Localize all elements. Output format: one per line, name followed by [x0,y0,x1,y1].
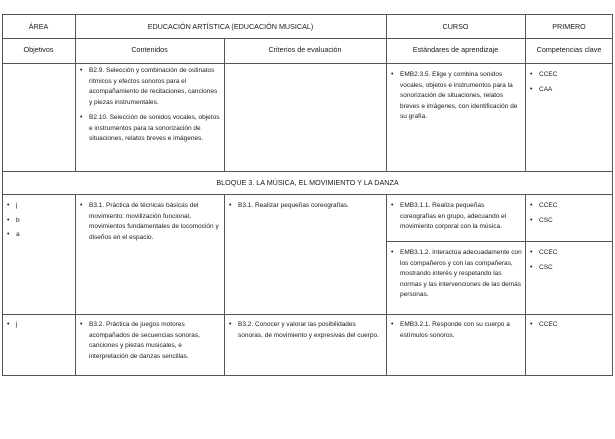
rule [224,38,225,171]
list-item: • B3.2. Práctica de juegos motores acompañados de secuencias sonoras, canciones y piezas musicales, e interpretación de danzas sencillas. [80,320,220,362]
curriculum-table [2,14,613,376]
list-item: • B3.1. Realizar pequeñas coreografías. [229,201,382,212]
list-item: • EMB3.2.1. Responde con su cuerpo a estímulos sonoros. [391,320,522,341]
list-item: • B2.9. Selección y combinación de ostinatos rítmicos y efectos sonoros para el acompañamiento de recitaciones, canciones y piezas instrumentales. [80,66,220,108]
competences-cell [530,320,610,336]
rule [224,194,225,375]
standards-cell [391,248,522,306]
column-header-contents: Contenidos [131,45,168,54]
list-item: • j [7,201,71,212]
rule [2,14,613,15]
rule [386,241,613,242]
course-label: CURSO [442,22,469,31]
list-item: • B3.2. Conocer y valorar las posibilidades sonoras, de movimiento y expresivas del cuerpo. [229,320,382,341]
criteria-cell [229,320,382,346]
list-item: • CSC [530,263,610,274]
area-label: ÁREA [28,22,49,31]
rule [2,14,3,376]
criteria-cell [229,201,382,217]
list-item: • CCEC [530,201,610,212]
objectives-cell [7,320,71,336]
rule [525,14,526,171]
rule [612,14,613,376]
column-header-competences: Competencias clave [536,45,602,54]
subject-title: EDUCACIÓN ARTÍSTICA (EDUCACIÓN MUSICAL) [147,22,314,31]
list-item: • EMB3.1.2. Interactúa adecuadamente con los compañeros y con las compañeras, mostrando interés y respetando las normas y las intervenciones de las demás personas. [391,248,522,301]
rule [386,194,387,375]
list-item: • EMB2.3.5. Elige y combina sonidos vocales, objetos e instrumentos para la sonorización de situaciones, relatos breves e imágenes, con identificación de su grafía. [391,70,522,123]
list-item: • CCEC [530,70,610,81]
standards-cell [391,201,522,238]
rule [75,14,76,171]
block-title: BLOQUE 3. LA MÚSICA, EL MOVIMIENTO Y LA DANZA [216,178,399,187]
competences-cell [530,248,610,277]
column-header-criteria: Criterios de evaluación [268,45,342,54]
rule [2,314,613,315]
course-value: PRIMERO [552,22,586,31]
competences-cell [530,70,610,99]
contents-cell [80,201,220,248]
list-item: • CSC [530,216,610,227]
rule [2,63,613,64]
contents-cell [80,66,220,150]
contents-cell [80,320,220,367]
standards-cell [391,70,522,128]
rule [2,375,613,376]
competences-cell [530,201,610,230]
rule [2,194,613,195]
list-item: • B2.10. Selección de sonidos vocales, objetos e instrumentos para la sonorización de situaciones, relatos breves e imágenes. [80,113,220,145]
column-header-standards: Estándares de aprendizaje [412,45,499,54]
standards-cell [391,320,522,346]
list-item: • b [7,216,71,227]
list-item: • CCEC [530,320,610,331]
rule [2,38,613,39]
objectives-cell [7,201,71,245]
list-item: • a [7,230,71,241]
list-item: • CCEC [530,248,610,259]
rule [525,194,526,375]
list-item: • B3.1. Práctica de técnicas básicas del movimiento: movilización funcional, movimientos fundamentales de locomoción y diseños en el espacio. [80,201,220,243]
list-item: • EMB3.1.1. Realiza pequeñas coreografías en grupo, adecuando el movimiento corporal con la música. [391,201,522,233]
column-header-objectives: Objetivos [23,45,54,54]
rule [75,194,76,375]
rule [2,171,613,172]
rule [386,14,387,171]
list-item: • CAA [530,85,610,96]
list-item: • j [7,320,71,331]
